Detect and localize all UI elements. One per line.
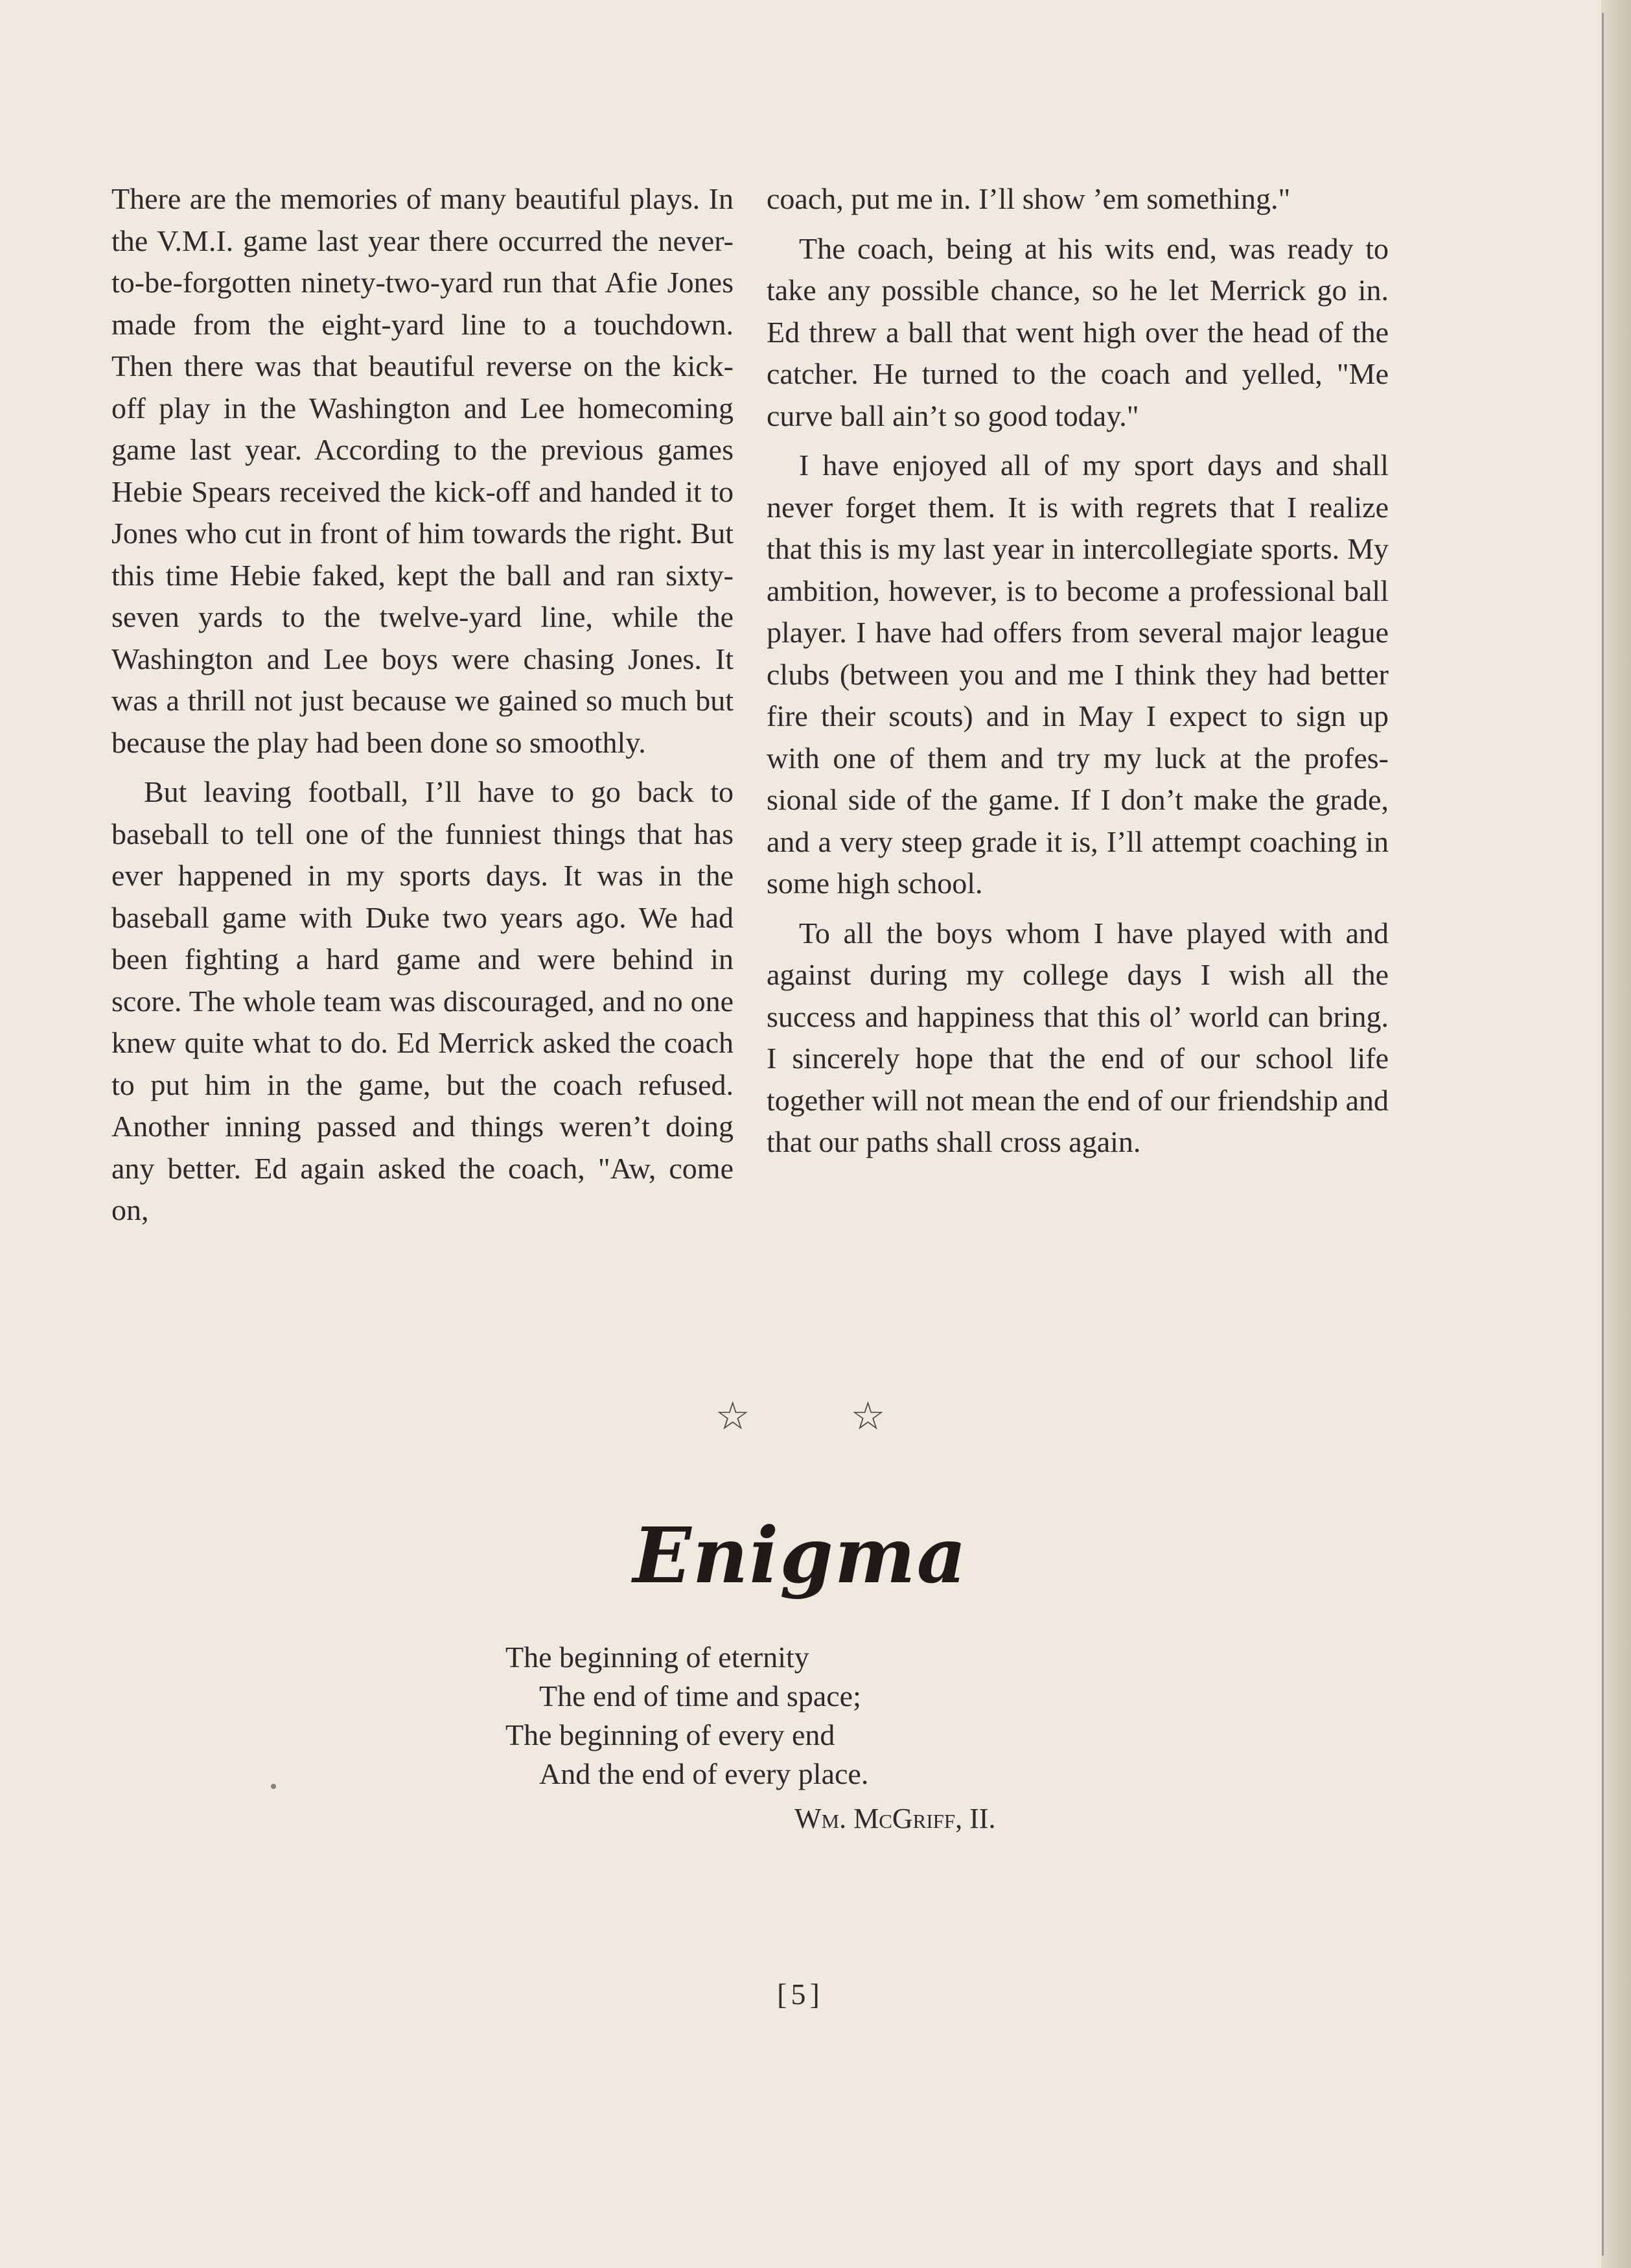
- poem-title: Enigma: [632, 1510, 968, 1600]
- star-icon: ☆: [715, 1395, 750, 1438]
- poem-author: [794, 1802, 995, 1835]
- star-divider: [0, 1394, 1601, 1439]
- left-paragraph-1: There are the memories of many beautiful plays. In the V.M.I. game last year there occurred the never-to-be-forgotten ninety-two-yard run that Afie Jones made from the eight-yard line to a touchdown. Then there was that beautiful reverse on the kick-off play in the Washington and Lee homecoming game last year. According to the previous games Hebie Spears received the kick-off and handed it to Jones who cut in front of him towards the right. But this time Hebie faked, kept the ball and ran sixty-seven yards to the twelve-yard line, while the Washington and Lee boys were chasing Jones. It was a thrill not just because we gained so much but because the play had been done so smoothly.: [111, 182, 734, 759]
- poem-line-3: The beginning of every end: [505, 1718, 835, 1751]
- right-paragraph-4: To all the boys whom I have played with and against during my college days I wish all the success and happiness that this ol’ world can bring. I sincerely hope that the end of our school life together will not mean the end of our friendship and that our paths shall cross again.: [767, 916, 1389, 1158]
- poem-line-4: And the end of every place.: [539, 1757, 869, 1790]
- page-edge-shadow: [1602, 13, 1604, 2256]
- author-name: Wm. McGriff: [794, 1803, 956, 1834]
- right-column: [767, 178, 1389, 1171]
- right-paragraph-2: The coach, being at his wits end, was ready to take any possible chance, so he let Merrick go in. Ed threw a ball that went high over the head of the catcher. He turned to the coach and yelled, "Me curve ball ain’t so good today.": [767, 231, 1389, 432]
- poem-line-2: The end of time and space;: [539, 1679, 861, 1713]
- poem-body: [505, 1638, 1218, 1794]
- paper-speck: [271, 1784, 276, 1789]
- poem-line-1: The beginning of eternity: [505, 1641, 809, 1674]
- author-suffix: , II.: [955, 1803, 996, 1834]
- left-column: [111, 178, 734, 1239]
- page-number: [5]: [777, 1978, 824, 2011]
- left-paragraph-2: But leaving football, I’ll have to go back to baseball to tell one of the funniest things that has ever happened in my sports days. It was in the baseball game with Duke two years ago. We had been fighting a hard game and were behind in score. The whole team was discouraged, and no one knew quite what to do. Ed Merrick asked the coach to put him in the game, but the coach refused. Another inning passed and things weren’t doing any better. Ed again asked the coach, "Aw, come on,: [111, 775, 734, 1226]
- right-paragraph-1: coach, put me in. I’ll show ’em something.": [767, 182, 1291, 215]
- right-paragraph-3: I have enjoyed all of my sport days and shall never forget them. It is with regrets that I realize that this is my last year in intercollegiate sports. My ambition, however, is to become a professional ball player. I have had offers from several major league clubs (between you and me I think they had better fire their scouts) and in May I expect to sign up with one of them and try my luck at the professional side of the game. If I don’t make the grade, and a very steep grade it is, I’ll attempt coaching in some high school.: [767, 449, 1389, 900]
- page-edge: [1601, 0, 1631, 2268]
- star-icon: ☆: [850, 1395, 886, 1438]
